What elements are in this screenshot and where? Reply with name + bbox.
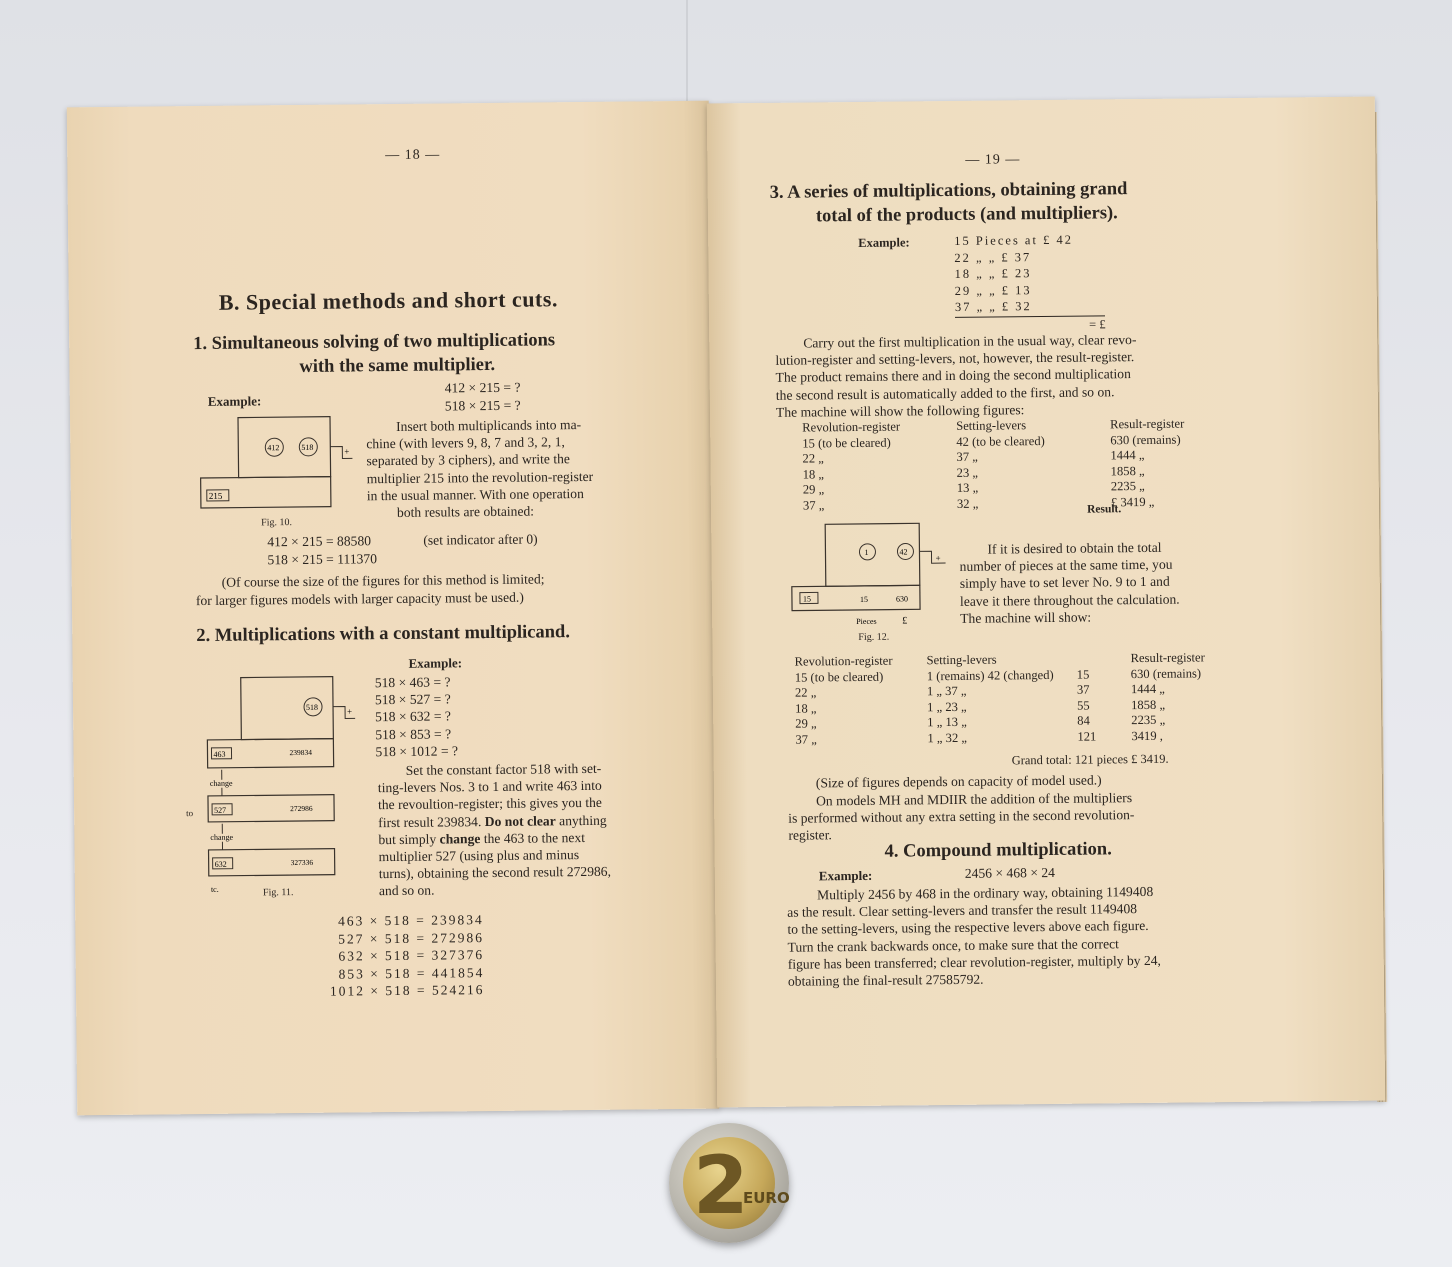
fig11-dial: 518 [305, 702, 319, 712]
s1-result1-note: (set indicator after 0) [423, 531, 538, 548]
s1-eq1: 412 × 215 = ? [444, 379, 521, 396]
s4-example-eq: 2456 × 468 × 24 [964, 864, 1056, 881]
left-page [67, 101, 720, 1116]
fig10-reg: 215 [208, 490, 223, 501]
fig11-plus: + [347, 706, 353, 717]
fig10-plus: + [344, 446, 350, 457]
fig11-to-label: to [186, 808, 194, 819]
fig10-caption: Fig. 10. [261, 517, 293, 529]
fig12-plus: + [935, 553, 941, 564]
s2-title: 2. Multiplications with a constant multiplicand. [196, 622, 571, 647]
s2-example-label: Example: [408, 655, 463, 671]
fig12-caption: Fig. 12. [858, 631, 890, 643]
fig11-caption: Fig. 11. [262, 887, 294, 899]
fig12-pound-label: £ [902, 615, 908, 627]
fig10-dial2: 518 [301, 442, 314, 452]
s1-note-line2: for larger figures models with larger capacity must be used.) [195, 589, 524, 609]
s3-paragraph: Carry out the first multiplication in the usual way, clear revo- lution-register and setting-levers, not, however, the result-register. The product remains there and in doing the second multiplication the second result is automatically added to the first, and so on. The machine will show the following figures: [775, 332, 1137, 420]
page-number-19: — 19 — [965, 152, 1021, 168]
s1-note-line1: (Of course the size of the figures for this method is limited; [221, 571, 545, 590]
figure-11 [205, 674, 377, 906]
page-number-18: — 18 — [385, 147, 441, 164]
s4-paragraph: Multiply 2456 by 468 in the ordinary way, obtaining 1149408 as the result. Clear setting-levers and transfer the result 1149408 to the setting-levers, using the respective levers above each figure. Turn the crank backwards once, to make sure that the correct figure has been transferred; clear revolution-register, multiply by 24, obtaining the final-result 27585792. [787, 883, 1161, 989]
fig11-res3: 327336 [290, 857, 314, 868]
s1-title-line1: 1. Simultaneous solving of two multiplications [193, 330, 556, 355]
fig11-res1: 239834 [289, 747, 313, 758]
fig12-pieces-label: Pieces [856, 616, 877, 626]
s1-title-line2: with the same multiplier. [299, 354, 496, 377]
figure-12 [789, 521, 960, 635]
s3-note2: On models MH and MDIIR the addition of the multipliers is performed without any extra setting in the second revolution- register. [788, 790, 1135, 844]
s3-table2: Revolution-register Setting-levers Result-register 15 (to be cleared) 1 (remains) 42 (changed) 15 630 (remains) 22 „ 1 „ 37 „ 37 1444 „ 18 „ 1 „ 23 „ 55 1858 „ 29 „ 1 „ 13 „ 84 2235 „ 37 „ 1 „ 32 „ 121 3419 , [794, 650, 1205, 747]
fig12-pieces-num: 15 [859, 594, 869, 604]
s3-note: (Size of figures depends on capacity of model used.) [815, 772, 1102, 791]
fig12-dial2: 42 [899, 547, 908, 557]
s3-grand-total: Grand total: 121 pieces £ 3419. [1011, 751, 1169, 768]
coin-center [683, 1137, 790, 1232]
fig12-reg: 15 [802, 594, 812, 604]
fig11-change1: change [209, 778, 233, 788]
fig11-reg3: 632 [214, 859, 227, 869]
s1-paragraph: Insert both multiplicands into ma- chine (with levers 9, 8, 7 and 3, 2, 1, separated by 3 ciphers), and write the multiplier 215 into the revolution-register in the usual manner. With one operation both results are obtained: [366, 417, 594, 520]
s3-title-line2: total of the products (and multipliers). [815, 203, 1118, 227]
s3-table1: Revolution-register Setting-levers Result-register 15 (to be cleared) 42 (to be cleared) 630 (remains) 22 „ 37 „ 1444 „ 18 „ 23 „ 1858 „ 29 „ 13 „ 2235 „ 37 „ 32 „ £ 3419 „ [802, 416, 1185, 513]
s1-example-label: Example: [207, 393, 262, 409]
s3-title-line1: 3. A series of multiplications, obtaining grand [769, 179, 1128, 203]
fig11-reg2: 527 [214, 805, 227, 815]
figure-10 [198, 414, 369, 529]
s4-title: 4. Compound multiplication. [884, 839, 1112, 862]
fig11-reg1: 463 [213, 749, 226, 759]
coin-text: EURO [743, 1189, 790, 1207]
s2-example-eqs: 518 × 463 = ? 518 × 527 = ? 518 × 632 = ? 518 × 853 = ? 518 × 1012 = ? [374, 674, 459, 760]
s3-paragraph2: If it is desired to obtain the total number of pieces at the same time, you simply have to set lever No. 9 to 1 and leave it there throughout the calculation. The machine will show: [959, 539, 1180, 626]
s1-result2: 518 × 215 = 111370 [267, 551, 378, 568]
section-title: B. Special methods and short cuts. [218, 286, 558, 315]
fig11-change2: change [210, 832, 234, 842]
right-page [707, 97, 1385, 1108]
s3-example-label: Example: [858, 235, 910, 250]
fig12-dial1: 1 [864, 547, 869, 557]
two-euro-coin [669, 1123, 789, 1243]
s4-example-label: Example: [818, 867, 873, 884]
s2-results: 463 × 518 = 239834 527 × 518 = 272986 632 × 518 = 327376 853 × 518 = 441854 1012 × 518 = 524216 [329, 912, 485, 999]
background-fold [686, 0, 688, 110]
fig11-res2: 272986 [290, 803, 313, 814]
fig10-dial1: 412 [267, 443, 280, 453]
s1-result1: 412 × 215 = 88580 [267, 533, 372, 550]
s3-example-rows: 15 Pieces at £ 42 22 „ „ £ 37 18 „ „ £ 23 29 „ „ £ 13 37 „ „ £ 32 = £ [954, 232, 1106, 332]
fig11-etc: tc. [210, 884, 219, 894]
s2-paragraph: Set the constant factor 518 with set- ting-levers Nos. 3 to 1 and write 463 into the revoultion-register; this gives you the first result 239834. Do not clear anything but simply change the 463 to the next multiplier 527 (using plus and minus turns), obtaining the second result 272986, and so on. [377, 760, 612, 899]
s3-table1-result: Result. [1086, 503, 1122, 516]
coin-value: 2 [693, 1139, 749, 1232]
fig12-pound-num: 630 [895, 594, 909, 604]
s1-eq2: 518 × 215 = ? [444, 397, 521, 414]
